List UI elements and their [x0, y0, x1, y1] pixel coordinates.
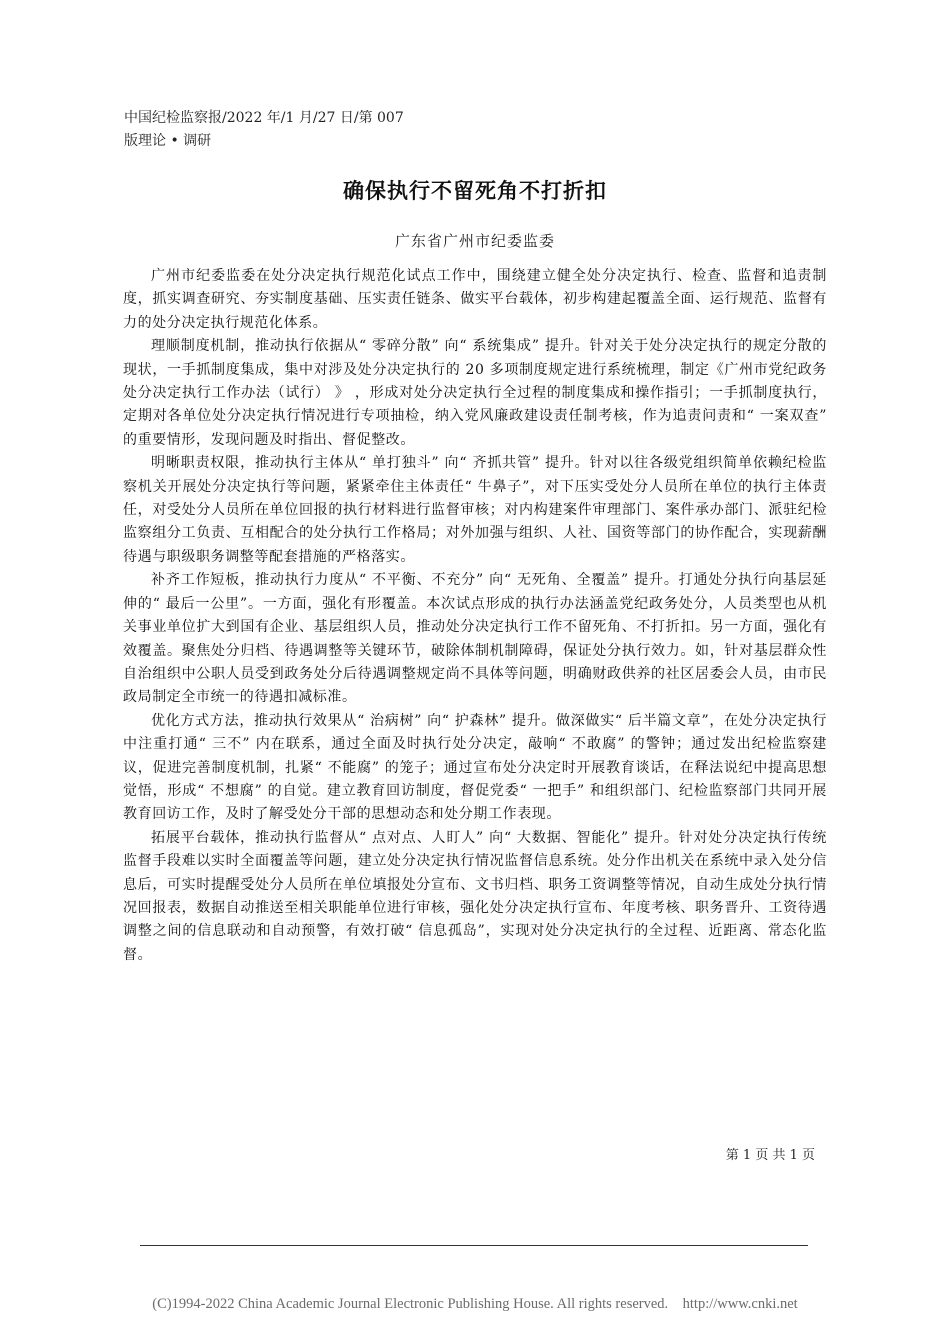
footer-divider: [140, 1245, 808, 1246]
page-number: 第 1 页 共 1 页: [725, 1148, 815, 1163]
paragraph-intro: 广州市纪委监委在处分决定执行规范化试点工作中，围绕建立健全处分决定执行、检查、监督和追责制度，抓实调查研究、夯实制度基础、压实责任链条、做实平台载体，初步构建起覆盖全面、运行规范、监督有力的处分决定执行规范化体系。: [123, 268, 827, 331]
paragraph-platform: 拓展平台载体，推动执行监督从“ 点对点、人盯人” 向“ 大数据、智能化” 提升。针对处分决定执行传统监督手段难以实时全面覆盖等问题，建立处分决定执行情况监督信息系统。处分作出机关在系统中录入处分信息后，可实时提醒受处分人员所在单位填报处分宣布、文书归档、职务工资调整等情况，自动生成处分执行情况回报表，数据自动推送至相关职能单位进行审核，强化处分决定执行宣布、年度考核、职务晋升、工资待遇调整之间的信息联动和自动预警，有效打破“ 信息孤岛”，实现对处分决定执行的全过程、近距离、常态化监督。: [123, 829, 827, 963]
source-section-line: 版理论 • 调研: [124, 133, 212, 149]
article-title: 确保执行不留死角不打折扣: [343, 179, 607, 203]
article-body: [123, 265, 827, 967]
paragraph-system-mechanism: 理顺制度机制，推动执行依据从“ 零碎分散” 向“ 系统集成” 提升。针对关于处分决定执行的规定分散的现状，一手抓制度集成，集中对涉及处分决定执行的 20 多项制度规定进行系统梳理，制定《广州市党纪政务处分决定执行工作办法（试行） 》 ，形成对处分决定执行全过程的制度集成和操作指引；一手抓制度执行，定期对各单位处分决定执行情况进行专项抽检，纳入党风廉政建设责任制考核，作为追责问责和“ 一案双查” 的重要情形，发现问题及时指出、督促整改。: [123, 338, 827, 448]
copyright-notice: (C)1994-2022 China Academic Journal Electronic Publishing House. All rights reserved. http://www.cnki.net: [152, 1296, 798, 1312]
paragraph-shortcomings: 补齐工作短板，推动执行力度从“ 不平衡、不充分” 向“ 无死角、全覆盖” 提升。打通处分执行向基层延伸的“ 最后一公里”。一方面，强化有形覆盖。本次试点形成的执行办法涵盖党纪政务处分，人员类型也从机关事业单位扩大到国有企业、基层组织人员，推动处分决定执行工作不留死角、不打折扣。另一方面，强化有效覆盖。聚焦处分归档、待遇调整等关键环节，破除体制机制障碍，保证处分执行效力。如，针对基层群众性自治组织中公职人员受到政务处分后待遇调整规定尚不具体等问题，明确财政供养的社区居委会人员，由市民政局制定全市统一的待遇扣减标准。: [123, 572, 827, 706]
paragraph-methods: 优化方式方法，推动执行效果从“ 治病树” 向“ 护森林” 提升。做深做实“ 后半篇文章”，在处分决定执行中注重打通“ 三不” 内在联系，通过全面及时执行处分决定，敲响“ 不敢腐” 的警钟；通过发出纪检监察建议，促进完善制度机制，扎紧“ 不能腐” 的笼子；通过宣布处分决定时开展教育谈话，在释法说纪中提高思想觉悟，形成“ 不想腐” 的自觉。建立教育回访制度，督促党委“ 一把手” 和组织部门、纪检监察部门共同开展教育回访工作，及时了解受处分干部的思想动态和处分期工作表现。: [123, 712, 827, 823]
source-line: 中国纪检监察报/2022 年/1 月/27 日/第 007: [124, 110, 404, 126]
article-author: 广东省广州市纪委监委: [394, 232, 555, 250]
paragraph-responsibility: 明晰职责权限，推动执行主体从“ 单打独斗” 向“ 齐抓共管” 提升。针对以往各级党组织简单依赖纪检监察机关开展处分决定执行等问题，紧紧牵住主体责任“ 牛鼻子”，对下压实受处分人员所在单位的执行主体责任，对受处分人员所在单位回报的执行材料进行监督审核；对内构建案件审理部门、案件承办部门、派驻纪检监察组分工负责、互相配合的处分执行工作格局；对外加强与组织、人社、国资等部门的协作配合，实现薪酬待遇与职级职务调整等配套措施的严格落实。: [123, 455, 827, 565]
